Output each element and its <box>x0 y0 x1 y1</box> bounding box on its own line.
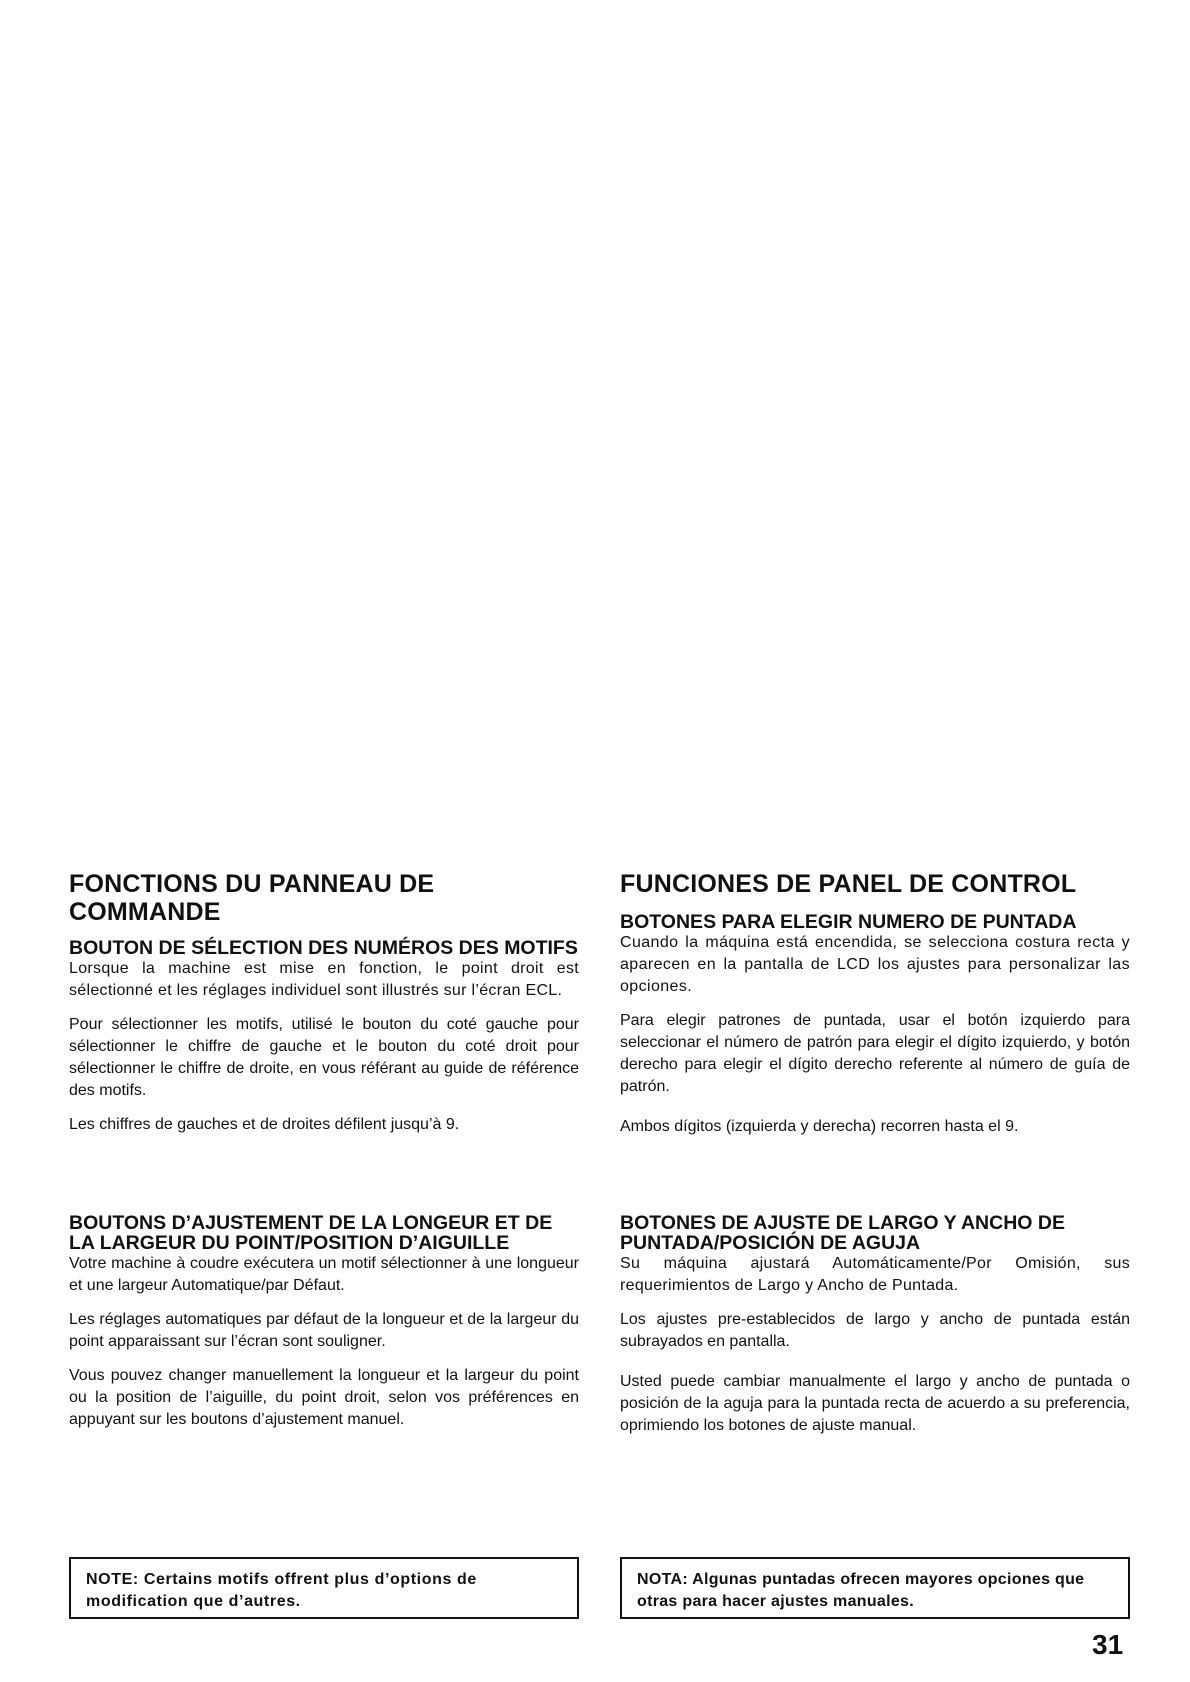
french-adjustment-section <box>69 1213 579 1431</box>
french-selection-paragraph: Pour sélectionner les motifs, utilisé le bouton du coté gauche pour sélectionner le chiffre de gauche et le bouton du coté droit pour sélectionner le chiffre de droite, en vous référant au guide de référence des motifs. <box>69 1016 579 1099</box>
spanish-selection-paragraph: Cuando la máquina está encendida, se selecciona costura recta y aparecen en la pantalla de LCD los ajustes para personalizar las opciones. <box>620 934 1130 995</box>
french-control-panel-section <box>69 870 579 1136</box>
spanish-title: FUNCIONES DE PANEL DE CONTROL <box>620 870 1077 898</box>
french-adjustment-paragraph: Les réglages automatiques par défaut de la longueur et de la largeur du point apparaissant sur l’écran sont souligner. <box>69 1311 579 1350</box>
spanish-adjustment-paragraph: Su máquina ajustará Automáticamente/Por Omisión, sus requerimientos de Largo y Ancho de Puntada. <box>620 1255 1130 1294</box>
french-adjustment-paragraph: Vous pouvez changer manuellement la longueur et la largeur du point ou la position de l’aiguille, du point droit, selon vos préférences en appuyant sur les boutons d’ajustement manuel. <box>69 1367 579 1428</box>
spanish-selection-heading: BOTONES PARA ELEGIR NUMERO DE PUNTADA <box>620 911 1077 933</box>
spanish-adjustment-paragraph: Los ajustes pre-establecidos de largo y ancho de puntada están subrayados en pantalla. <box>620 1311 1130 1350</box>
french-note-box: NOTE: Certains motifs offrent plus d’options de modification que d’autres. <box>69 1557 579 1619</box>
spanish-control-panel-section <box>620 870 1130 1138</box>
french-adjustment-paragraph: Votre machine à coudre exécutera un motif sélectionner à une longueur et une largeur Automatique/par Défaut. <box>69 1255 579 1294</box>
french-selection-heading: BOUTON DE SÉLECTION DES NUMÉROS DES MOTIFS <box>69 937 578 959</box>
french-adjustment-heading: BOUTONS D’AJUSTEMENT DE LA LONGEUR ET DE LA LARGEUR DU POINT/POSITION D’AIGUILLE <box>69 1212 553 1254</box>
french-title: FONCTIONS DU PANNEAU DE COMMANDE <box>69 870 435 926</box>
spanish-selection-paragraph: Para elegir patrones de puntada, usar el botón izquierdo para seleccionar el número de patrón para elegir el dígito izquierdo, y botón derecho para elegir el dígito derecho referente al número de guía de patrón. <box>620 1012 1130 1095</box>
spanish-adjustment-paragraph: Usted puede cambiar manualmente el largo y ancho de puntada o posición de la aguja para la puntada recta de acuerdo a su preferencia, oprimiendo los botones de ajuste manual. <box>620 1373 1130 1434</box>
spanish-note-box: NOTA: Algunas puntadas ofrecen mayores opciones que otras para hacer ajustes manuales. <box>620 1557 1130 1619</box>
page-number: 31 <box>1092 1629 1124 1660</box>
spanish-adjustment-section <box>620 1213 1130 1437</box>
french-selection-paragraph: Lorsque la machine est mise en fonction, le point droit est sélectionné et les réglages individuel sont illustrés sur l’écran ECL. <box>69 960 579 999</box>
spanish-adjustment-heading: BOTONES DE AJUSTE DE LARGO Y ANCHO DE PUNTADA/POSICIÓN DE AGUJA <box>620 1212 1065 1254</box>
spanish-selection-paragraph: Ambos dígitos (izquierda y derecha) recorren hasta el 9. <box>620 1118 1019 1135</box>
french-selection-paragraph: Les chiffres de gauches et de droites défilent jusqu’à 9. <box>69 1116 460 1133</box>
